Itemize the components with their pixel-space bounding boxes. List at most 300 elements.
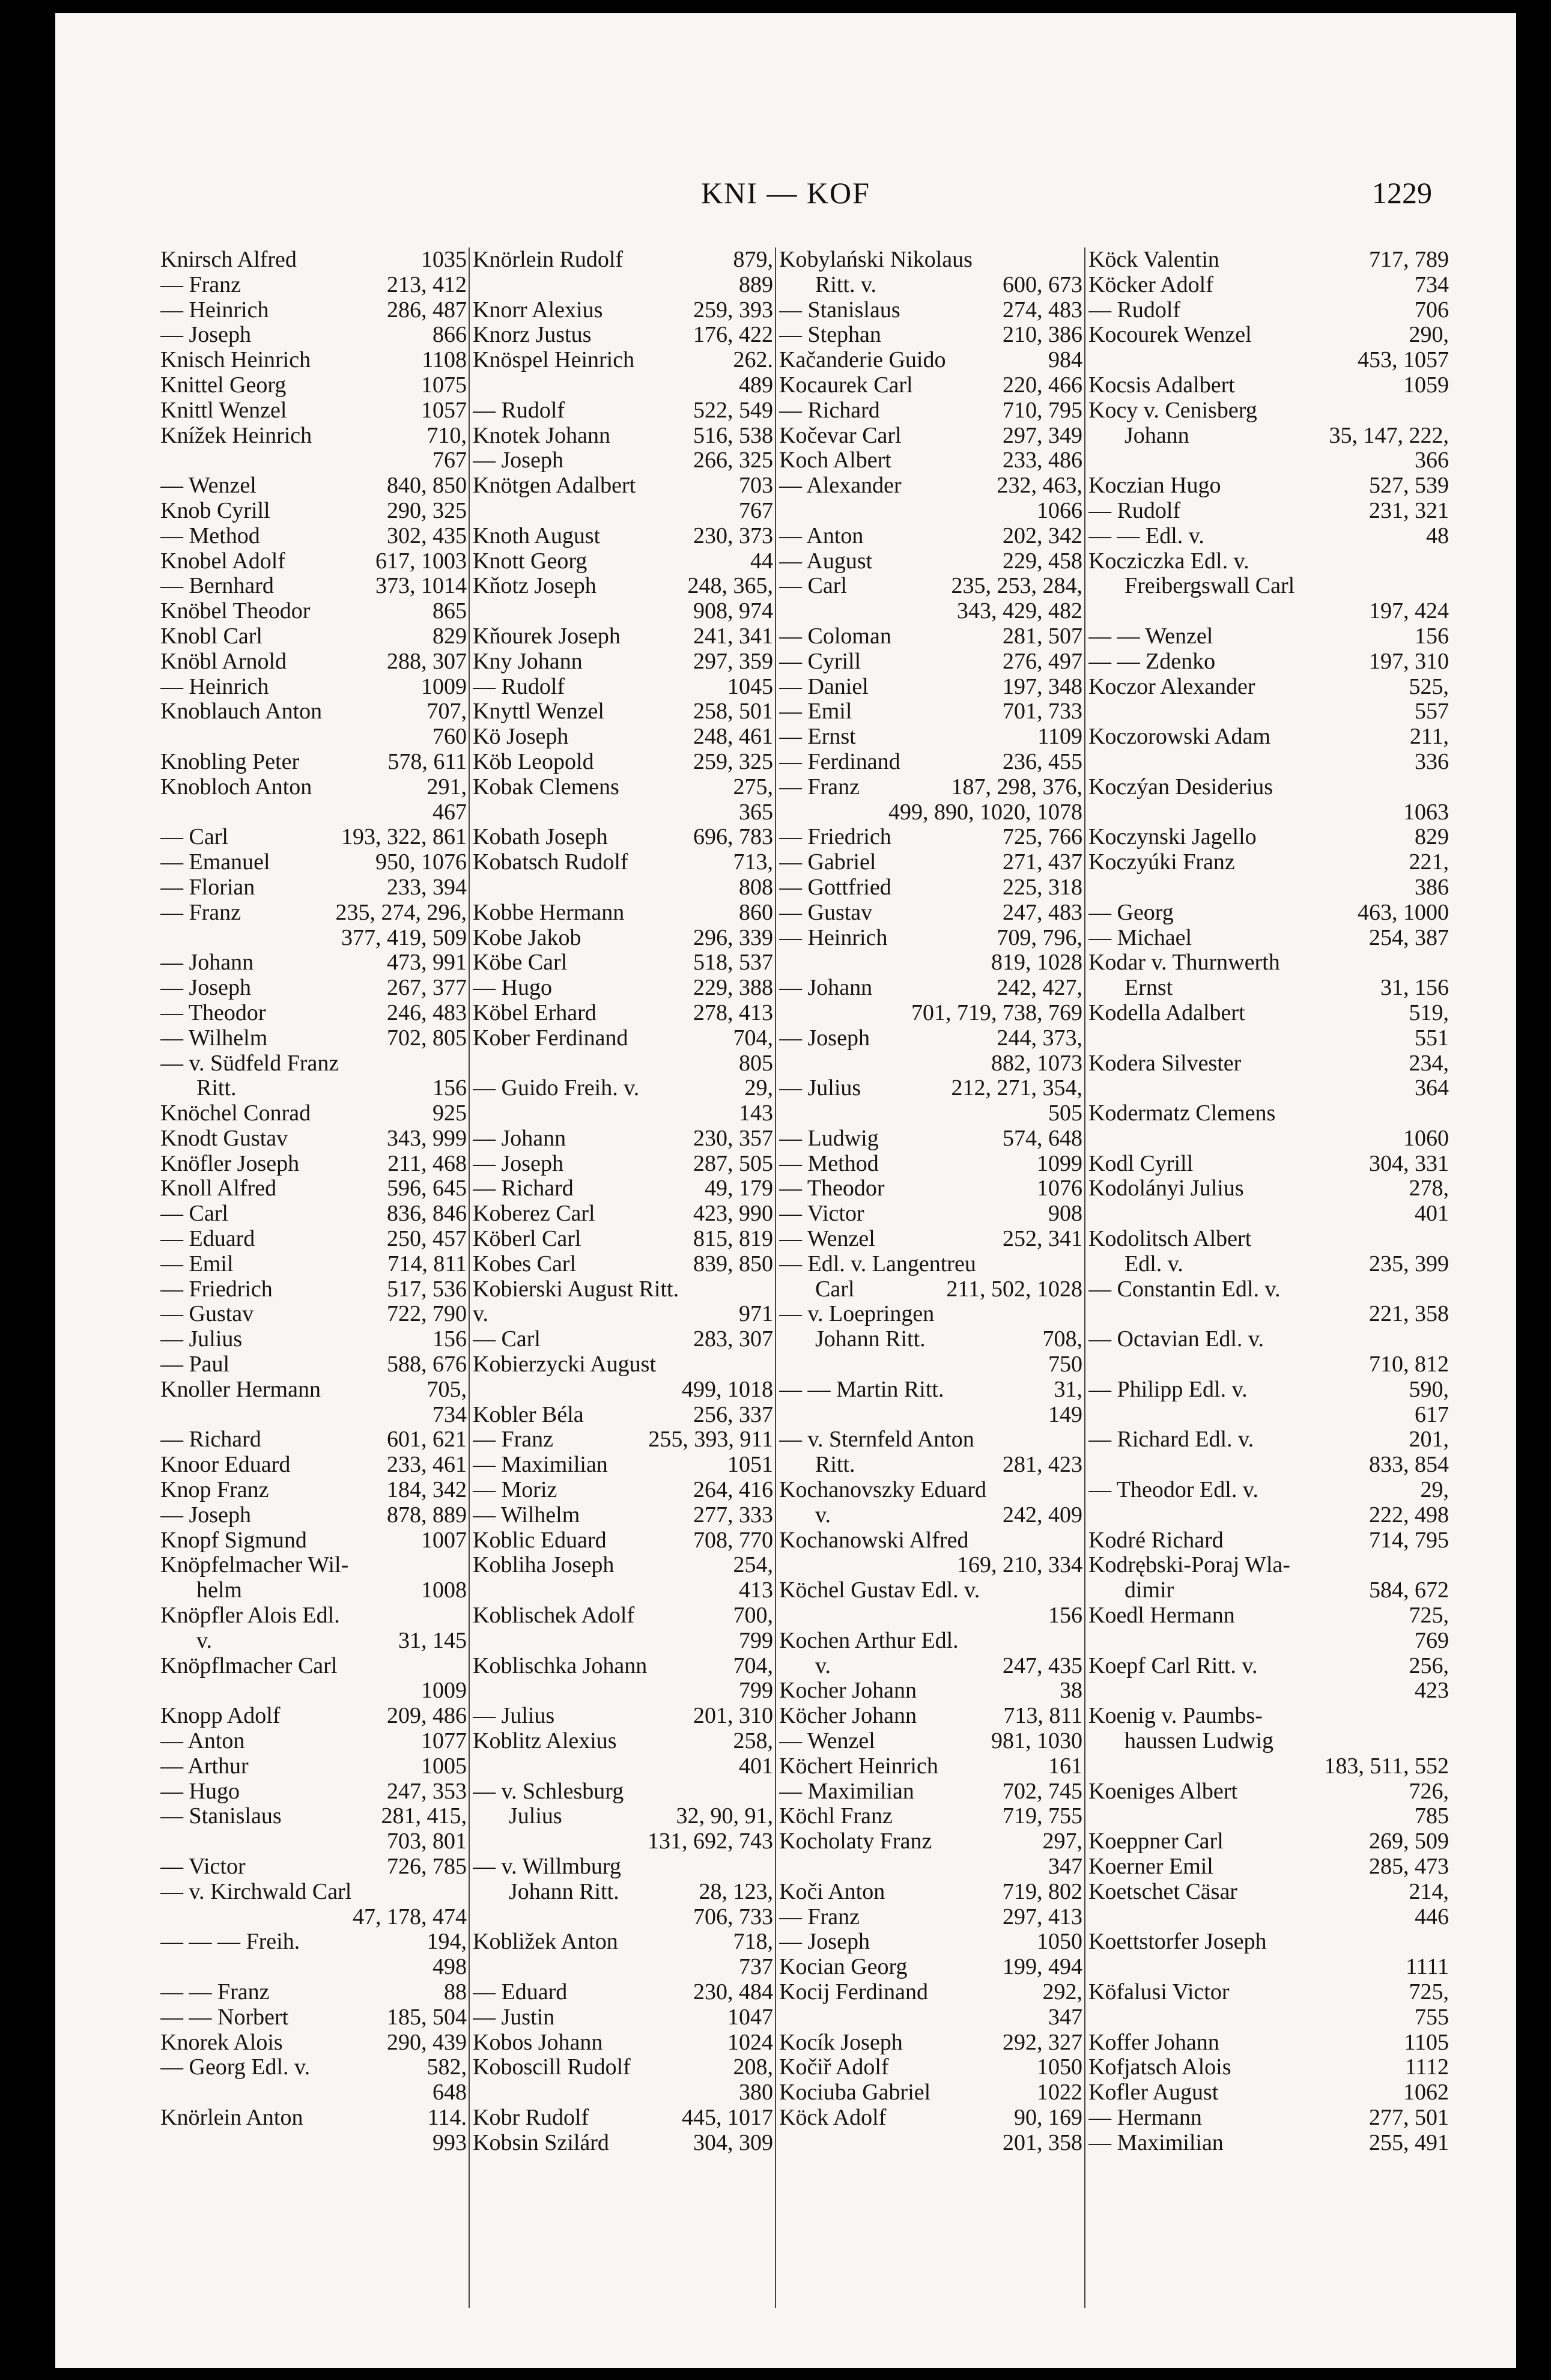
entry-page-refs: 197, 424: [1369, 598, 1449, 624]
entry-page-refs: 703: [739, 473, 773, 499]
entry-name: — Theodor: [779, 1176, 885, 1201]
index-entry: [160, 1704, 467, 1729]
entry-page-refs: 297, 349: [1003, 422, 1082, 448]
index-entry: [160, 1201, 467, 1227]
entry-name: Koblischka Johann: [473, 1653, 648, 1678]
entry-name: — Theodor Edl. v.: [1088, 1478, 1258, 1503]
entry-page-refs: [1079, 1478, 1082, 1503]
index-entry: [779, 1453, 1082, 1478]
entry-name: [779, 499, 1033, 524]
entry-name: — Philipp Edl. v.: [1088, 1377, 1248, 1402]
entry-page-refs: 287, 505: [693, 1150, 773, 1176]
entry-page-refs: 377, 419, 509: [341, 924, 467, 950]
index-entry: [1088, 649, 1449, 675]
index-entry: [160, 624, 467, 649]
entry-page-refs: 199, 494: [1003, 1954, 1082, 1980]
entry-name: Kočiř Adolf: [779, 2055, 889, 2080]
index-entry: [160, 1427, 467, 1453]
index-entry: [1088, 599, 1449, 624]
index-entry: [779, 1001, 1082, 1026]
index-entry: [779, 1729, 1082, 1754]
index-entry: [779, 2080, 1082, 2105]
entry-name: Knyttl Wenzel: [473, 699, 604, 724]
index-entry: [160, 950, 467, 976]
entry-name: — v. Loepringen: [779, 1302, 935, 1327]
entry-name: Ritt. v.: [815, 272, 877, 297]
entry-page-refs: 1007: [421, 1527, 467, 1553]
index-entry: [473, 473, 773, 499]
entry-page-refs: 185, 504: [387, 2004, 467, 2030]
entry-name: v.: [815, 1653, 831, 1678]
index-entry: [473, 247, 773, 273]
entry-name: Knob Cyrill: [160, 498, 270, 523]
index-entry: [160, 1929, 467, 1955]
entry-page-refs: 519,: [1409, 1000, 1449, 1025]
entry-page-refs: [1445, 950, 1449, 976]
index-entry: [473, 2105, 773, 2131]
entry-page-refs: 840, 850: [387, 473, 467, 499]
entry-page-refs: 47, 178, 474: [353, 1904, 467, 1929]
index-entry: [473, 1955, 773, 1980]
entry-name: Kobližek Anton: [473, 1929, 618, 1955]
entry-name: [1088, 1678, 1411, 1704]
index-entry: [160, 524, 467, 549]
entry-name: — Rudolf: [473, 674, 565, 699]
entry-page-refs: 908: [1048, 1201, 1082, 1227]
index-entry: [473, 1327, 773, 1352]
entry-name: Knöfler Joseph: [160, 1151, 300, 1176]
index-entry: [779, 750, 1082, 775]
index-entry: [779, 524, 1082, 549]
entry-page-refs: 343, 999: [387, 1125, 467, 1151]
entry-page-refs: 1112: [1404, 2054, 1449, 2080]
entry-name: Kobe Jakob: [473, 925, 581, 950]
entry-name: [473, 1905, 690, 1930]
entry-page-refs: [463, 1051, 467, 1076]
entry-page-refs: 255, 393, 911: [648, 1427, 773, 1453]
entry-name: — Gustav: [779, 900, 873, 925]
index-entry: [1088, 1578, 1449, 1603]
entry-name: Johann Ritt.: [815, 1327, 926, 1352]
entry-name: — Rudolf: [1088, 498, 1181, 523]
index-entry: [473, 825, 773, 850]
entry-page-refs: 254, 387: [1369, 924, 1449, 950]
entry-name: — Carl: [160, 825, 228, 850]
entry-name: — Heinrich: [160, 674, 269, 699]
index-entry: [1088, 323, 1449, 348]
index-entry: [473, 1051, 773, 1076]
entry-name: Knopp Adolf: [160, 1704, 281, 1729]
entry-page-refs: 700,: [733, 1603, 773, 1629]
index-entry: [779, 247, 1082, 273]
index-entry: [779, 1880, 1082, 1905]
entry-page-refs: 211, 468: [387, 1150, 467, 1176]
index-entry: [1088, 1327, 1449, 1352]
entry-page-refs: 248, 365,: [687, 573, 773, 599]
entry-page-refs: [1445, 1101, 1449, 1126]
entry-name: [1088, 1403, 1411, 1428]
entry-name: — Richard: [473, 1176, 574, 1201]
entry-page-refs: 201, 310: [693, 1703, 773, 1729]
entry-page-refs: 1099: [1037, 1150, 1082, 1176]
index-entry: [1088, 574, 1449, 599]
entry-name: Koczynski Jagello: [1088, 825, 1257, 850]
index-entry: [1088, 1001, 1449, 1026]
entry-name: — Hermann: [1088, 2105, 1202, 2130]
entry-page-refs: 236, 455: [1003, 748, 1082, 774]
index-entry: [779, 1578, 1082, 1603]
index-entry: [1088, 2030, 1449, 2056]
entry-name: [1088, 1026, 1411, 1051]
index-entry: [779, 1980, 1082, 2005]
index-entry: [473, 1427, 773, 1453]
index-entry: [473, 900, 773, 926]
entry-name: — Hugo: [473, 976, 552, 1001]
entry-name: [473, 499, 735, 524]
entry-name: [779, 2131, 999, 2156]
index-entry: [473, 499, 773, 524]
entry-name: Knott Georg: [473, 548, 587, 574]
entry-name: — Heinrich: [779, 925, 888, 950]
index-entry: [160, 1905, 467, 1930]
entry-name: [779, 1553, 953, 1578]
entry-name: — Joseph: [160, 976, 251, 1001]
entry-name: [1088, 1629, 1411, 1654]
index-entry: [779, 1377, 1082, 1403]
index-entry: [779, 398, 1082, 423]
index-entry: [160, 1729, 467, 1754]
entry-page-refs: [1079, 1302, 1082, 1327]
entry-page-refs: 719, 755: [1003, 1803, 1082, 1829]
entry-page-refs: 269, 509: [1369, 1829, 1449, 1854]
entry-page-refs: 247, 483: [1003, 899, 1082, 925]
entry-name: [779, 1854, 1045, 1880]
index-entry: [160, 926, 467, 951]
index-entry: [160, 423, 467, 449]
index-entry: [779, 699, 1082, 724]
entry-name: — Florian: [160, 875, 255, 900]
entry-name: Johann Ritt.: [509, 1879, 619, 1904]
entry-page-refs: 518, 537: [693, 950, 773, 976]
index-entry: [1088, 1729, 1449, 1754]
entry-page-refs: 290,: [1409, 322, 1449, 348]
entry-page-refs: 1109: [1037, 724, 1082, 750]
index-entry: [1088, 348, 1449, 373]
entry-name: [160, 2080, 429, 2105]
entry-page-refs: 702, 745: [1003, 1778, 1082, 1804]
entry-page-refs: [1445, 775, 1449, 800]
index-entry: [779, 1051, 1082, 1076]
index-entry: [473, 1001, 773, 1026]
entry-page-refs: 255, 491: [1369, 2130, 1449, 2155]
index-entry: [779, 1403, 1082, 1428]
entry-name: [160, 1829, 383, 1854]
index-entry: [160, 348, 467, 373]
index-entry: [1088, 825, 1449, 850]
index-entry: [160, 1754, 467, 1779]
index-entry: [473, 1854, 773, 1880]
entry-name: Köchl Franz: [779, 1804, 893, 1829]
entry-name: — Joseph: [779, 1929, 870, 1955]
entry-page-refs: 505: [1048, 1100, 1082, 1126]
index-entry: [160, 1829, 467, 1854]
index-entry: [473, 1076, 773, 1101]
index-entry: [1088, 247, 1449, 273]
entry-name: [473, 373, 735, 398]
index-entry: [1088, 1277, 1449, 1302]
index-entry: [160, 273, 467, 298]
entry-name: — Georg: [1088, 900, 1174, 925]
index-entry: [1088, 1854, 1449, 1880]
entry-name: Knittel Georg: [160, 372, 287, 398]
entry-page-refs: 29,: [744, 1075, 773, 1101]
index-entry: [1088, 298, 1449, 323]
entry-page-refs: 819, 1028: [991, 950, 1082, 976]
index-entry: [473, 1929, 773, 1955]
entry-page-refs: 1076: [1037, 1176, 1082, 1201]
entry-name: [1088, 1503, 1365, 1528]
index-entry: [779, 1478, 1082, 1503]
index-entry: [1088, 1101, 1449, 1126]
entry-name: — Heinrich: [160, 297, 269, 323]
entry-name: — Franz: [160, 900, 241, 925]
entry-page-refs: 365: [739, 799, 773, 825]
entry-name: Knöpfelmacher Wil-: [160, 1553, 349, 1578]
entry-name: Knoll Alfred: [160, 1176, 277, 1201]
entry-page-refs: 259, 393: [693, 297, 773, 323]
entry-page-refs: 839, 850: [693, 1251, 773, 1277]
index-entry: [473, 448, 773, 473]
index-entry: [1088, 1905, 1449, 1930]
entry-name: — Friedrich: [779, 825, 891, 850]
entry-page-refs: [1079, 1427, 1082, 1453]
entry-page-refs: 908, 974: [693, 598, 773, 624]
index-entry: [160, 675, 467, 700]
entry-name: [779, 1603, 1045, 1629]
index-entry: [1088, 976, 1449, 1001]
entry-name: — Cyrill: [779, 649, 861, 674]
entry-page-refs: [1445, 398, 1449, 423]
entry-page-refs: 701, 719, 738, 769: [911, 1000, 1082, 1025]
index-entry: [473, 1026, 773, 1051]
page-number: 1229: [1372, 176, 1432, 210]
index-entry: [779, 1779, 1082, 1805]
index-entry: [160, 1880, 467, 1905]
entry-page-refs: 1111: [1406, 1954, 1449, 1980]
entry-page-refs: 755: [1415, 2004, 1449, 2030]
entry-page-refs: 336: [1415, 748, 1449, 774]
index-entry: [473, 724, 773, 750]
entry-page-refs: 31,: [1054, 1376, 1082, 1402]
entry-page-refs: 993: [433, 2130, 467, 2155]
entry-name: [160, 1403, 429, 1428]
entry-page-refs: 31, 145: [398, 1627, 467, 1653]
entry-page-refs: 707,: [426, 699, 467, 724]
entry-page-refs: 277, 501: [1369, 2104, 1449, 2130]
entry-name: Köbe Carl: [473, 950, 568, 976]
index-entry: [160, 1126, 467, 1152]
entry-page-refs: 373, 1014: [375, 573, 467, 599]
index-entry: [779, 1252, 1082, 1277]
entry-page-refs: 285, 473: [1369, 1854, 1449, 1879]
entry-name: [1088, 2005, 1411, 2030]
entry-name: Kocsis Adalbert: [1088, 372, 1235, 398]
entry-page-refs: 234,: [1409, 1050, 1449, 1076]
index-entry: [473, 1201, 773, 1227]
entry-name: Koči Anton: [779, 1879, 885, 1904]
entry-name: v.: [473, 1302, 489, 1327]
entry-name: Köberl Carl: [473, 1227, 581, 1252]
index-column-3: [779, 247, 1082, 2308]
entry-name: — v. Kirchwald Carl: [160, 1879, 352, 1904]
index-entry: [779, 2030, 1082, 2056]
entry-page-refs: 297, 359: [693, 648, 773, 674]
entry-name: [473, 1101, 735, 1126]
entry-page-refs: 221,: [1409, 849, 1449, 875]
index-entry: [1088, 1152, 1449, 1177]
entry-page-refs: 201, 358: [1003, 2130, 1082, 2155]
index-entry: [1088, 1227, 1449, 1252]
entry-name: [779, 950, 988, 976]
index-entry: [160, 1478, 467, 1503]
entry-page-refs: 473, 991: [387, 950, 467, 976]
entry-page-refs: 1105: [1404, 2029, 1449, 2055]
index-entry: [473, 850, 773, 875]
entry-name: [473, 1051, 735, 1076]
entry-page-refs: 281, 507: [1003, 623, 1082, 649]
index-entry: [160, 1980, 467, 2005]
index-entry: [473, 1503, 773, 1528]
entry-page-refs: 878, 889: [387, 1502, 467, 1528]
index-entry: [473, 1176, 773, 1201]
index-entry: [779, 2055, 1082, 2080]
entry-name: Kňotz Joseph: [473, 574, 596, 599]
index-entry: [779, 348, 1082, 373]
entry-page-refs: 696, 783: [693, 824, 773, 850]
index-entry: [473, 624, 773, 649]
entry-page-refs: 1024: [727, 2029, 773, 2055]
entry-page-refs: 1022: [1037, 2080, 1082, 2105]
entry-name: — — — Freih.: [160, 1929, 300, 1955]
entry-page-refs: 213, 412: [387, 272, 467, 297]
entry-page-refs: 288, 307: [387, 648, 467, 674]
entry-name: Knöpfler Alois Edl.: [160, 1603, 340, 1629]
index-entry: [160, 2131, 467, 2156]
entry-page-refs: 557: [1415, 699, 1449, 724]
entry-name: [473, 1955, 735, 1980]
entry-page-refs: 925: [433, 1100, 467, 1126]
index-entry: [473, 1905, 773, 1930]
index-entry: [1088, 2080, 1449, 2105]
entry-page-refs: 713,: [733, 849, 773, 875]
entry-page-refs: 221, 358: [1369, 1301, 1449, 1327]
entry-page-refs: 256,: [1409, 1653, 1449, 1678]
entry-name: — Joseph: [779, 1025, 870, 1051]
entry-name: — — Wenzel: [1088, 624, 1213, 649]
entry-page-refs: 252, 341: [1003, 1226, 1082, 1252]
entry-name: — Johann: [160, 950, 254, 976]
entry-page-refs: 233, 461: [387, 1452, 467, 1478]
entry-page-refs: 254,: [733, 1552, 773, 1578]
entry-name: Koczyúki Franz: [1088, 850, 1235, 875]
index-entry: [1088, 624, 1449, 649]
index-entry: [160, 1654, 467, 1679]
index-entry: [779, 1076, 1082, 1101]
index-entry: [1088, 1302, 1449, 1327]
entry-name: — Rudolf: [473, 398, 565, 423]
index-entry: [160, 1629, 467, 1654]
index-entry: [160, 323, 467, 348]
entry-page-refs: 304, 309: [693, 2130, 773, 2155]
entry-name: [473, 599, 690, 624]
index-entry: [779, 926, 1082, 951]
entry-page-refs: 551: [1415, 1025, 1449, 1051]
entry-name: [1088, 348, 1354, 373]
entry-page-refs: 981, 1030: [991, 1728, 1082, 1754]
entry-name: [473, 2080, 735, 2105]
index-entry: [160, 1227, 467, 1252]
entry-page-refs: 235, 399: [1369, 1251, 1449, 1277]
entry-name: v.: [815, 1502, 831, 1528]
entry-page-refs: [769, 1352, 773, 1377]
entry-page-refs: 201,: [1409, 1427, 1449, 1453]
index-entry: [160, 1804, 467, 1829]
entry-name: Knoblauch Anton: [160, 699, 323, 724]
entry-page-refs: 296, 339: [693, 924, 773, 950]
entry-page-refs: 423: [1415, 1678, 1449, 1704]
index-entry: [1088, 1051, 1449, 1076]
entry-page-refs: 1051: [727, 1452, 773, 1478]
index-entry: [1088, 2105, 1449, 2131]
entry-name: — Richard: [160, 1427, 261, 1453]
entry-name: — Franz: [160, 272, 241, 297]
entry-name: Kobath Joseph: [473, 825, 608, 850]
entry-page-refs: 193, 322, 861: [341, 824, 467, 850]
entry-name: Koczor Alexander: [1088, 674, 1255, 699]
entry-page-refs: 703, 801: [387, 1829, 467, 1854]
index-entry: [779, 1955, 1082, 1980]
entry-page-refs: 380: [739, 2080, 773, 2105]
page-header: [55, 175, 1516, 223]
entry-page-refs: 706, 733: [693, 1904, 773, 1929]
index-page: [55, 13, 1516, 2368]
index-columns: [160, 247, 1470, 2308]
entry-page-refs: 183, 511, 552: [1324, 1753, 1449, 1779]
entry-page-refs: 364: [1415, 1075, 1449, 1101]
entry-page-refs: 143: [739, 1100, 773, 1126]
entry-name: Köchel Gustav Edl. v.: [779, 1578, 980, 1603]
entry-page-refs: 156: [433, 1075, 467, 1101]
entry-page-refs: [463, 1654, 467, 1679]
index-entry: [160, 448, 467, 473]
index-column-4: [1088, 247, 1449, 2308]
index-entry: [1088, 699, 1449, 724]
entry-name: Ritt.: [815, 1453, 855, 1478]
entry-name: [473, 273, 735, 298]
entry-name: [160, 1678, 417, 1704]
index-entry: [160, 976, 467, 1001]
entry-name: Kobylański Nikolaus: [779, 247, 973, 272]
entry-page-refs: 292, 327: [1003, 2029, 1082, 2055]
entry-name: [1088, 1905, 1411, 1930]
index-entry: [779, 724, 1082, 750]
entry-page-refs: 705,: [426, 1376, 467, 1402]
entry-name: — Wilhelm: [473, 1502, 580, 1528]
index-entry: [160, 1603, 467, 1629]
entry-name: — Julius: [779, 1076, 861, 1101]
index-entry: [779, 2105, 1082, 2131]
entry-page-refs: 1005: [421, 1753, 467, 1779]
